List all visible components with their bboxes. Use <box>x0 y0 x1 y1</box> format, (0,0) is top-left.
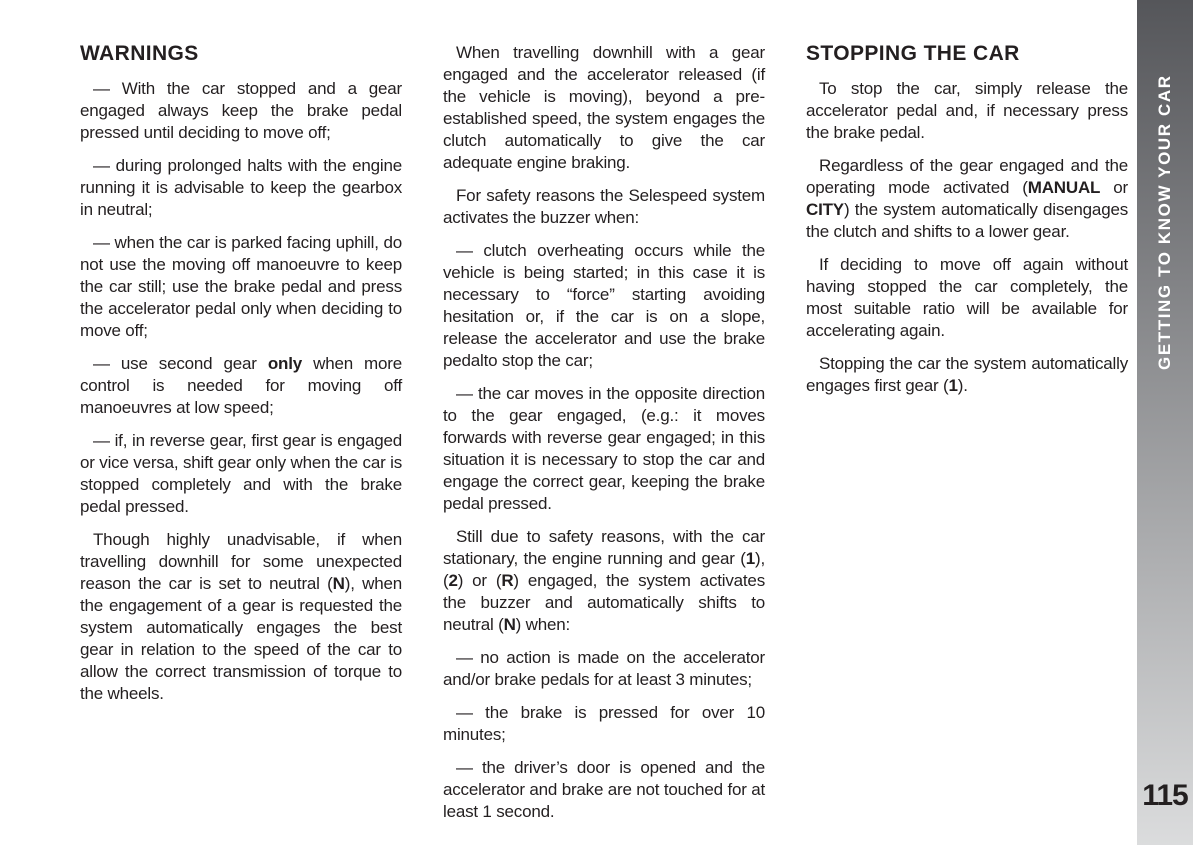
paragraph: — the car moves in the opposite direction to the gear engaged, (e.g.: it moves forwards with reverse gear engaged; in this situation it is necessary to stop the car and engage the correct gear, keeping the brake pedal pressed. <box>443 384 765 513</box>
paragraph: Still due to safety reasons, with the car stationary, the engine running and gear (1), (2) or (R) engaged, the system activates the buzzer and automatically shifts to neutral (N) when: <box>443 527 765 634</box>
paragraph: For safety reasons the Selespeed system activates the buzzer when: <box>443 186 765 227</box>
paragraph: When travelling downhill with a gear engaged and the accelerator released (if the vehicle is moving), beyond a pre-established speed, the system engages the clutch automatically to give the car adequate engine braking. <box>443 43 765 172</box>
section-heading: STOPPING THE CAR <box>806 42 1020 65</box>
bold-text: 1 <box>948 376 958 396</box>
bold-text: 1 <box>745 549 756 568</box>
bold-text: CITY <box>806 200 844 220</box>
section-heading: WARNINGS <box>80 42 199 65</box>
paragraph: — when the car is parked facing uphill, do not use the moving off manoeuvre to keep the car still; use the brake pedal and press the accelerator pedal only when deciding to move off; <box>80 233 402 341</box>
paragraph: — the driver’s door is opened and the accelerator and brake are not touched for at least 1 second. <box>443 758 765 821</box>
paragraph: — the brake is pressed for over 10 minutes; <box>443 703 765 744</box>
paragraph: — no action is made on the accelerator and/or brake pedals for at least 3 minutes; <box>443 648 765 689</box>
bold-text: 2 <box>448 571 458 590</box>
paragraph: — during prolonged halts with the engine running it is advisable to keep the gearbox in neutral; <box>80 156 402 220</box>
column-middle <box>443 42 765 834</box>
paragraph: Regardless of the gear engaged and the operating mode activated (MANUAL or CITY) the system automatically disengages the clutch and shifts to a lower gear. <box>806 156 1128 242</box>
bold-text: only <box>267 354 303 374</box>
page-number: 115 <box>1142 779 1188 812</box>
bold-text: MANUAL <box>1027 178 1101 198</box>
paragraph: — clutch overheating occurs while the vehicle is being started; in this case it is necessary to “force” starting avoiding hesitation or, if the car is on a slope, release the accelerator and use the brake pedalto stop the car; <box>443 241 765 370</box>
paragraph: — if, in reverse gear, first gear is engaged or vice versa, shift gear only when the car is stopped completely and with the brake pedal pressed. <box>80 431 402 517</box>
paragraph: Stopping the car the system automatically engages first gear (1). <box>806 354 1128 396</box>
bold-text: R <box>501 571 514 590</box>
page-content <box>80 42 1128 834</box>
chapter-sidebar <box>1137 0 1193 845</box>
bold-text: N <box>332 574 345 594</box>
paragraph: — use second gear only when more control is needed for moving off manoeuvres at low speed; <box>80 354 402 418</box>
column-warnings <box>80 42 402 716</box>
bold-text: N <box>503 615 516 634</box>
column-stopping-the-car <box>806 42 1128 408</box>
paragraph: — With the car stopped and a gear engaged always keep the brake pedal pressed until deciding to move off; <box>80 79 402 143</box>
paragraph: Though highly unadvisable, if when travelling downhill for some unexpected reason the car is set to neutral (N), when the engagement of a gear is requested the system automatically engages the best gear in relation to the speed of the car to allow the correct transmission of torque to the wheels. <box>80 530 402 704</box>
paragraph: To stop the car, simply release the accelerator pedal and, if necessary press the brake pedal. <box>806 79 1128 143</box>
chapter-title-vertical: GETTING TO KNOW YOUR CAR <box>1155 74 1174 371</box>
paragraph: If deciding to move off again without having stopped the car completely, the most suitable ratio will be available for accelerating again. <box>806 255 1128 341</box>
